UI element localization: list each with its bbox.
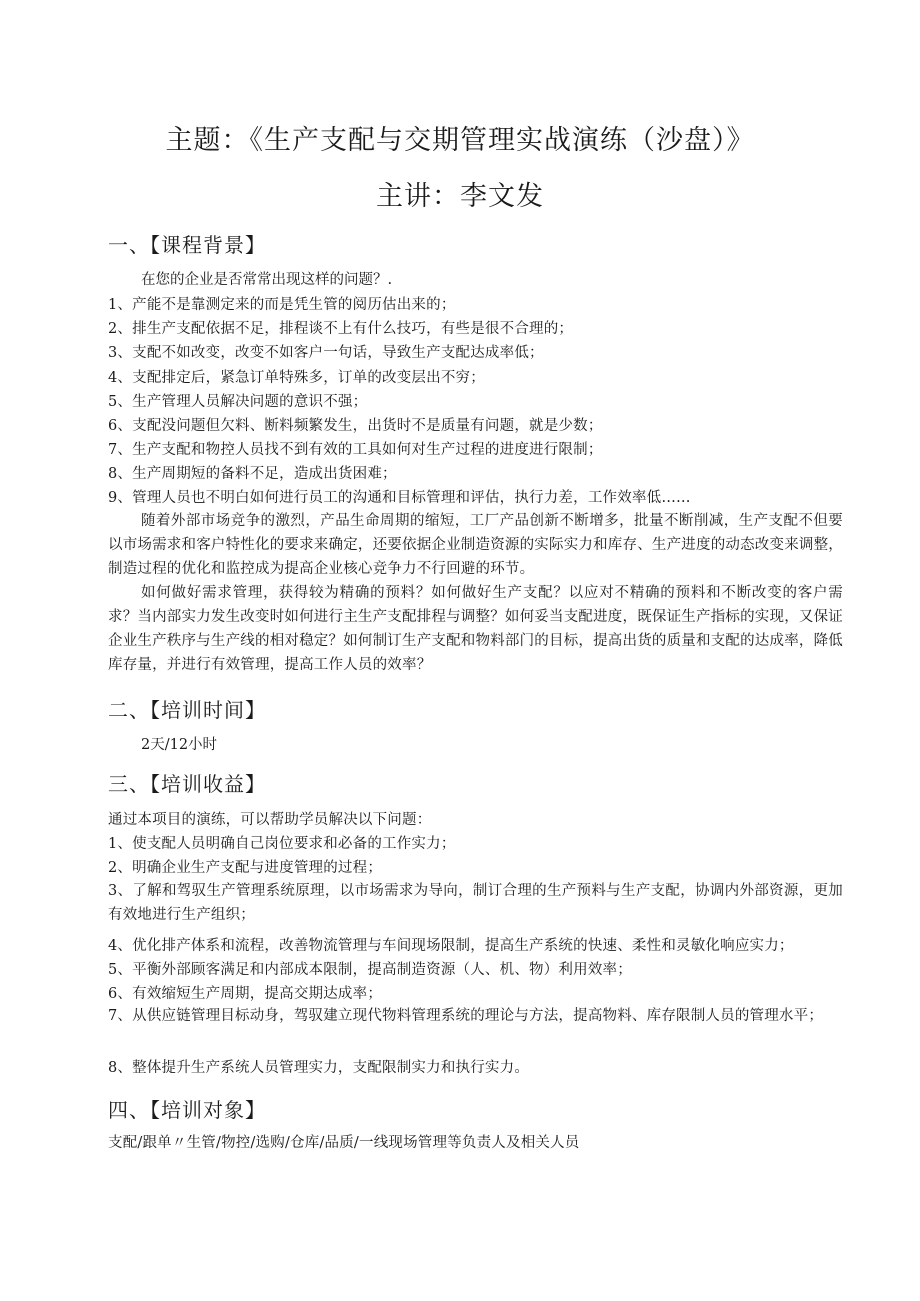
document-title: 主题：《生产支配与交期管理实战演练（沙盘）》 [165,125,755,156]
training-duration: 2天/12小时 [141,737,218,753]
section-heading-background: 一、【课程背景】 [108,233,266,257]
training-audience: 支配/跟单〃生管/物控/选购/仓库/品质/一线现场管理等负责人及相关人员 [108,1135,580,1151]
list-item: 3、了解和驾驭生产管理系统原理，以市场需求为导向，制订合理的生产预料与生产支配，协调内外部资源，更加有效地进行生产组织； [108,883,843,923]
section-heading-benefits: 三、【培训收益】 [108,772,266,796]
list-item: 6、有效缩短生产周期，提高交期达成率； [108,986,383,1002]
section-heading-duration: 二、【培训时间】 [108,698,266,722]
list-item: 2、明确企业生产支配与进度管理的过程； [108,860,383,876]
list-item: 1、使支配人员明确自己岗位要求和必备的工作实力； [108,836,456,852]
list-item: 1、产能不是靠测定来的而是凭生管的阅历估出来的； [108,297,456,313]
list-item: 7、生产支配和物控人员找不到有效的工具如何对生产过程的进度进行限制； [108,442,603,458]
list-item: 4、支配排定后，紧急订单特殊多，订单的改变层出不穷； [108,370,485,386]
list-item: 5、平衡外部顾客满足和内部成本限制，提高制造资源（人、机、物）利用效率； [108,962,632,978]
list-item: 2、排生产支配依据不足，排程谈不上有什么技巧，有些是很不合理的； [108,321,574,337]
section-heading-audience: 四、【培训对象】 [108,1098,266,1122]
background-paragraph-1: 随着外部市场竞争的激烈，产品生命周期的缩短，工厂产品创新不断增多，批量不断削减，生产支配不但要以市场需求和客户特性化的要求来确定，还要依据企业制造资源的实际实力和库存、生产进度的动态改变来调整，制造过程的优化和监控成为提高企业核心竞争力不行回避的环节。 [108,513,843,577]
list-item: 5、生产管理人员解决问题的意识不强； [108,394,368,410]
benefits-intro: 通过本项目的演练，可以帮助学员解决以下问题： [108,812,432,828]
speaker-line: 主讲：李文发 [376,181,544,212]
list-item: 3、支配不如改变，改变不如客户一句话，导致生产支配达成率低； [108,345,544,361]
list-item: 9、管理人员也不明白如何进行员工的沟通和目标管理和评估，执行力差，工作效率低…… [108,490,691,506]
list-item: 4、优化排产体系和流程，改善物流管理与车间现场限制，提高生产系统的快速、柔性和灵敏化响应实力； [108,938,794,954]
list-item: 8、生产周期短的备料不足，造成出货困难； [108,466,397,482]
list-item: 8、整体提升生产系统人员管理实力，支配限制实力和执行实力。 [108,1060,530,1076]
list-item: 7、从供应链管理目标动身，驾驭建立现代物料管理系统的理论与方法，提高物料、库存限制人员的管理水平； [108,1008,824,1024]
background-paragraph-2: 如何做好需求管理，获得较为精确的预料？如何做好生产支配？以应对不精确的预料和不断改变的客户需求？当内部实力发生改变时如何进行主生产支配排程与调整？如何妥当支配进度，既保证生产指标的实现，又保证企业生产秩序与生产线的相对稳定？如何制订生产支配和物料部门的目标，提高出货的质量和支配的达成率，降低库存量，并进行有效管理，提高工作人员的效率？ [108,585,843,673]
list-item: 6、支配没问题但欠料、断料频繁发生，出货时不是质量有问题，就是少数； [108,418,603,434]
background-intro: 在您的企业是否常常出现这样的问题？. [141,272,393,288]
